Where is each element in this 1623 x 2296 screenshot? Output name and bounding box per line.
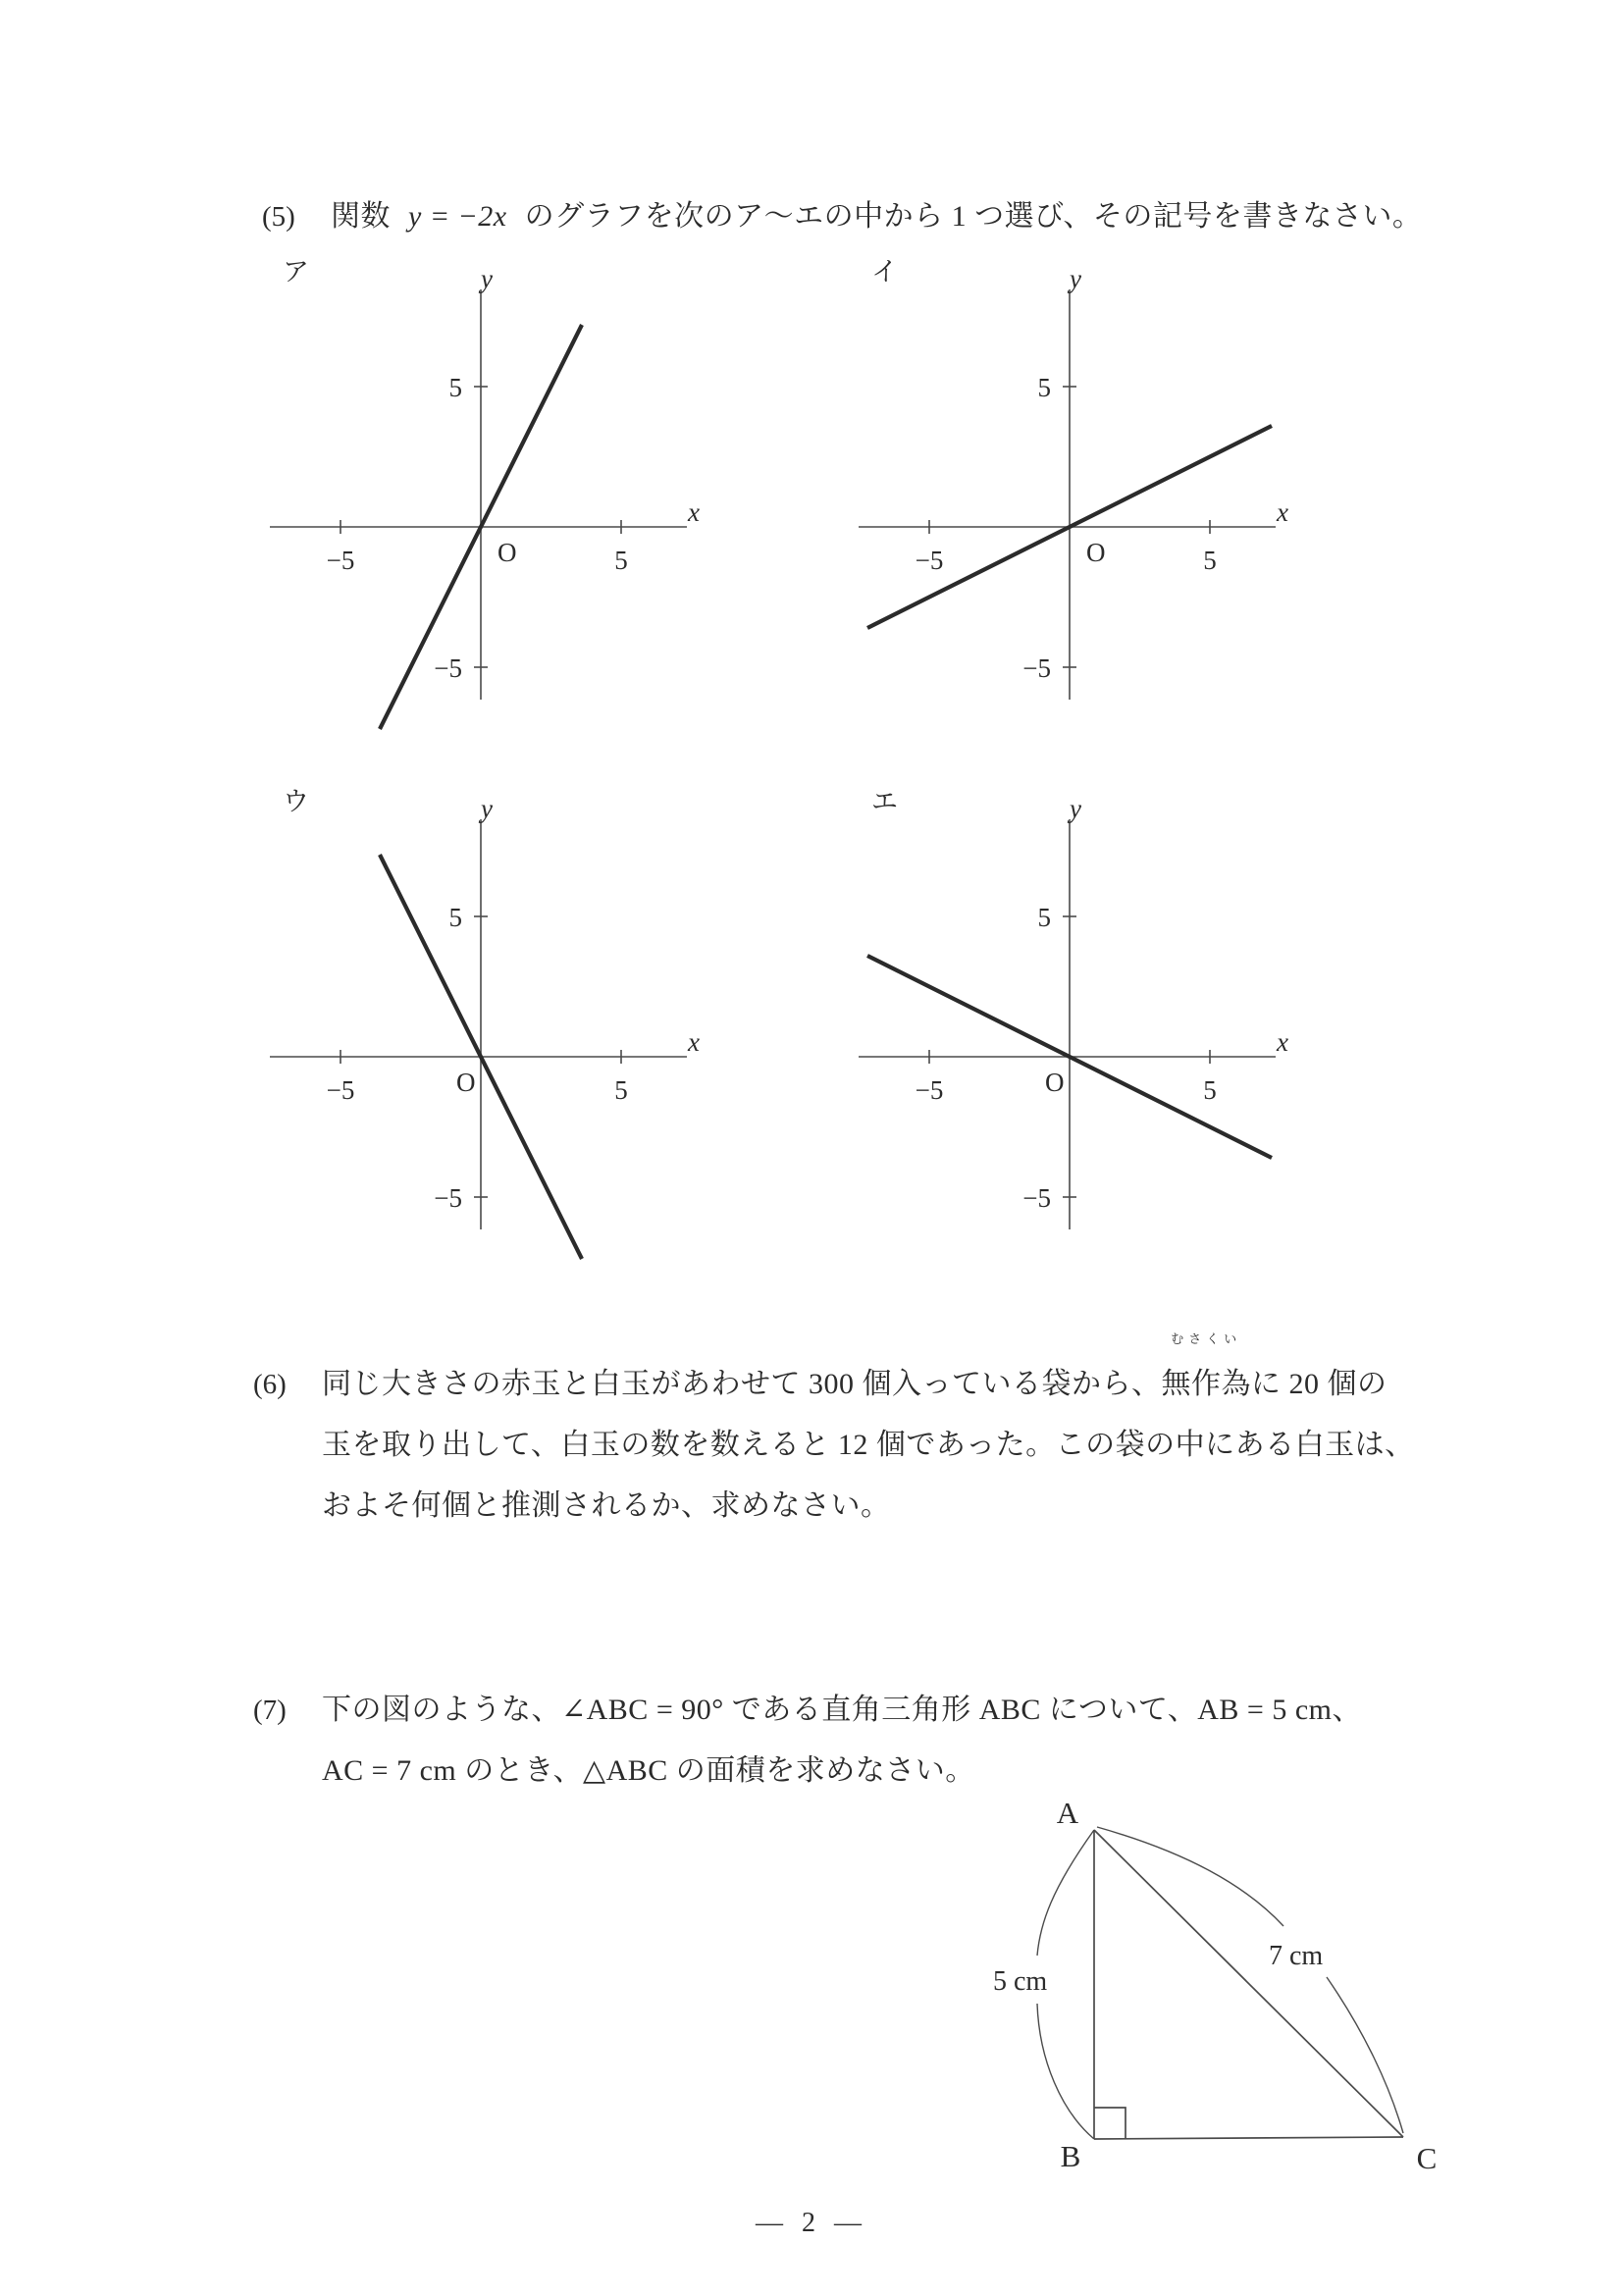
graph-option-label-a: ア [283, 257, 309, 287]
x-ticklabel-neg5: −5 [915, 546, 944, 575]
dimension-arc-ab-upper [1037, 1830, 1094, 1956]
y-ticklabel-pos5: 5 [448, 903, 462, 932]
y-ticklabel-pos5: 5 [1037, 903, 1051, 932]
y-axis-label: y [1070, 264, 1081, 293]
graph-option-label-e: エ [871, 787, 898, 816]
x-axis-label: x [688, 497, 700, 527]
question-5-formula: y = −2x [408, 200, 507, 233]
question-7-line-1: 下の図のような、∠ABC = 90° である直角三角形 ABC について、AB = 5 cm、 [322, 1694, 1362, 1726]
origin-label: O [456, 1068, 476, 1097]
question-6-line-3: およそ何個と推測されるか、求めなさい。 [322, 1489, 891, 1522]
dimension-label-ab: 5 cm [993, 1966, 1048, 1997]
x-ticklabel-pos5: 5 [1203, 1075, 1217, 1105]
x-ticklabel-neg5: −5 [915, 1075, 944, 1105]
question-6-line1-post: に 20 個の [1251, 1368, 1387, 1400]
dimension-arc-ab-lower [1037, 2004, 1094, 2139]
vertex-label-a: A [1056, 1796, 1079, 1830]
graph-option-label-i: イ [871, 257, 898, 287]
x-ticklabel-neg5: −5 [326, 1075, 355, 1105]
y-axis-label: y [481, 264, 493, 293]
origin-label: O [497, 538, 517, 567]
vertex-label-c: C [1416, 2141, 1438, 2175]
question-5-text-after: のグラフを次のア〜エの中から 1 つ選び、その記号を書きなさい。 [524, 200, 1423, 233]
graph-option-label-u: ウ [283, 787, 309, 816]
origin-label: O [1086, 538, 1106, 567]
x-ticklabel-pos5: 5 [614, 1075, 628, 1105]
x-axis-label: x [688, 1027, 700, 1057]
dimension-arc-ac-lower [1327, 1977, 1403, 2133]
x-axis-label: x [1277, 1027, 1288, 1057]
vertex-label-b: B [1060, 2139, 1081, 2173]
segment-bc [1094, 2137, 1403, 2139]
question-6-line-1 [322, 1331, 1387, 1415]
question-6-line-2: 玉を取り出して、白玉の数を数えると 12 個であった。この袋の中にある白玉は、 [322, 1429, 1415, 1461]
ruby-reading: むさくい [1171, 1331, 1242, 1346]
question-5-text-before: 関数 [331, 200, 391, 233]
x-ticklabel-pos5: 5 [1203, 546, 1217, 575]
y-ticklabel-neg5: −5 [1022, 653, 1051, 683]
question-5-text [331, 186, 1422, 247]
ruby-group-musakui [1161, 1331, 1252, 1415]
graph-option-a [270, 264, 702, 702]
x-axis-label: x [1277, 497, 1288, 527]
question-6-number: (6) [253, 1369, 287, 1400]
question-5-number: (5) [262, 201, 295, 233]
graph-option-i [859, 264, 1290, 702]
right-angle-mark [1094, 2108, 1126, 2139]
y-axis-label: y [481, 794, 493, 823]
origin-label: O [1045, 1068, 1065, 1097]
y-ticklabel-pos5: 5 [448, 373, 462, 402]
graph-option-u [270, 794, 702, 1231]
x-ticklabel-neg5: −5 [326, 546, 355, 575]
ruby-base: 無作為 [1161, 1368, 1251, 1400]
segment-ac [1094, 1830, 1403, 2137]
dimension-arc-ac-upper [1097, 1827, 1283, 1926]
question-7-number: (7) [253, 1695, 287, 1726]
y-ticklabel-neg5: −5 [434, 653, 462, 683]
x-ticklabel-pos5: 5 [614, 546, 628, 575]
page-footer: — 2 — [756, 2208, 867, 2238]
y-ticklabel-neg5: −5 [1022, 1183, 1051, 1213]
dimension-label-ac: 7 cm [1269, 1941, 1324, 1971]
y-ticklabel-pos5: 5 [1037, 373, 1051, 402]
graph-option-e [859, 794, 1290, 1231]
question-6-line1-pre: 同じ大きさの赤玉と白玉があわせて 300 個入っている袋から、 [322, 1368, 1162, 1400]
y-ticklabel-neg5: −5 [434, 1183, 462, 1213]
question-7-line-2: AC = 7 cm のとき、△ABC の面積を求めなさい。 [322, 1754, 975, 1787]
triangle-figure-abc [942, 1796, 1492, 2208]
y-axis-label: y [1070, 794, 1081, 823]
